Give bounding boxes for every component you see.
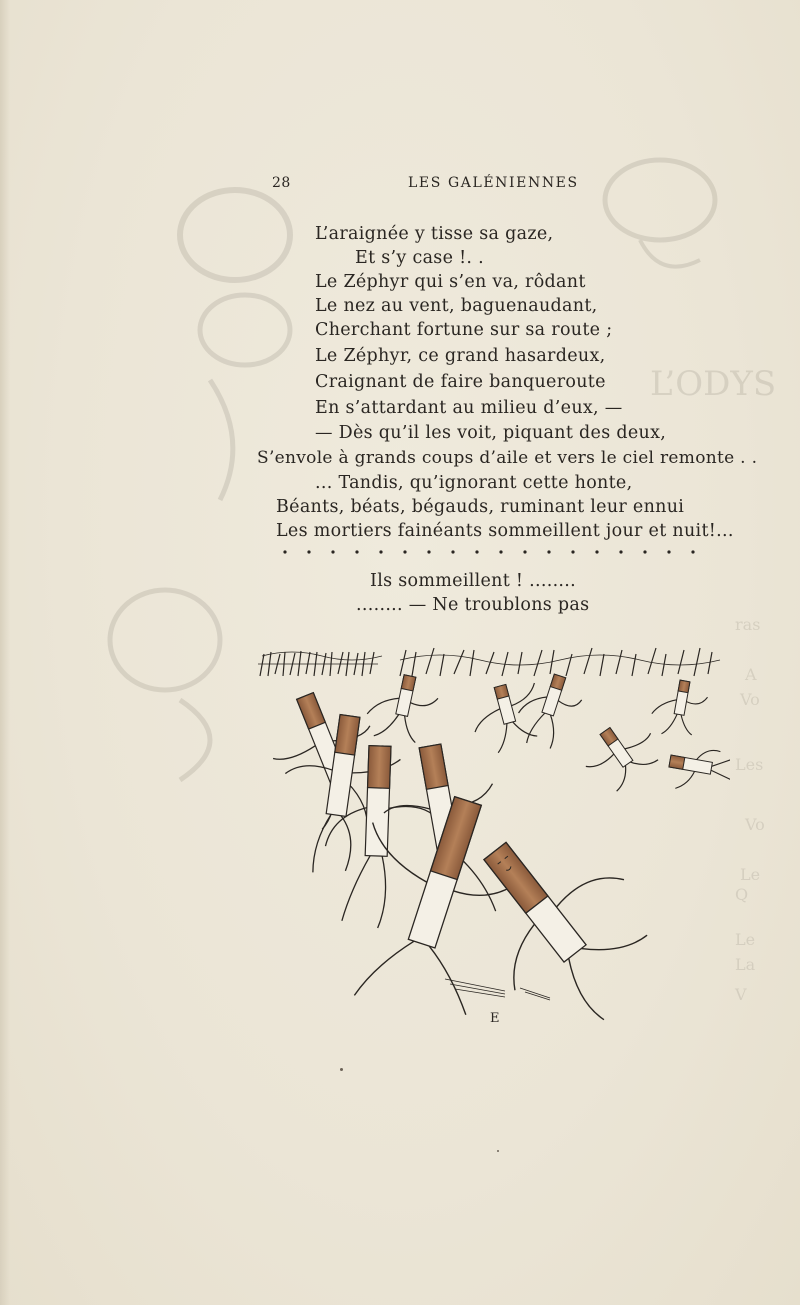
- poem-line: ........ — Ne troublons pas: [356, 595, 590, 615]
- running-title: LES GALÉNIENNES: [408, 175, 579, 191]
- poem-line: Craignant de faire banqueroute: [315, 372, 606, 392]
- lying-cigarette: [665, 743, 730, 798]
- poem-line: Et s’y case !. .: [355, 248, 485, 268]
- poem-line: Béants, béats, bégauds, ruminant leur ennui: [276, 497, 685, 517]
- poem-line: Ils sommeillent ! ........: [370, 571, 577, 591]
- svg-text:L’ODYS: L’ODYS: [650, 364, 777, 404]
- ellipsis-dot-row: [282, 548, 712, 556]
- poem-line: S’envole à grands coups d’aile et vers le ciel remonte . .: [257, 448, 758, 468]
- mid-cigarette-4: [649, 676, 710, 740]
- svg-text:ras: ras: [735, 615, 761, 634]
- stray-ink-dot: [497, 1150, 499, 1152]
- svg-text:Q: Q: [735, 885, 749, 904]
- mid-cigarette-2: [465, 677, 549, 757]
- running-head: [0, 175, 800, 197]
- svg-text:Le: Le: [735, 930, 756, 949]
- poem-line: Le Zéphyr, ce grand hasardeux,: [315, 346, 606, 366]
- svg-text:Le: Le: [740, 865, 761, 884]
- distant-crowd: [258, 648, 720, 676]
- poem-line: En s’attardant au milieu d’eux, —: [315, 398, 623, 418]
- svg-text:V: V: [735, 985, 747, 1004]
- poem-line: Le nez au vent, baguenaudant,: [315, 296, 598, 316]
- poem-line: Les mortiers fainéants sommeillent jour et nuit!...: [276, 521, 734, 541]
- page-number: 28: [272, 175, 291, 191]
- cigarette-dancer-6: [440, 799, 684, 1036]
- stray-ink-dot: [340, 1068, 343, 1071]
- poem-line: ... Tandis, qu’ignorant cette honte,: [315, 473, 633, 493]
- svg-text:Les: Les: [735, 755, 764, 774]
- artist-monogram: E: [490, 1011, 500, 1026]
- ground-hatching: [445, 979, 550, 1000]
- svg-text:La: La: [735, 955, 756, 974]
- mid-cigarette-1: [363, 669, 441, 747]
- cigarette-dance-illustration: [250, 636, 730, 1036]
- mid-cigarette-3: [511, 667, 587, 755]
- poem-line: L’araignée y tisse sa gaze,: [315, 224, 554, 244]
- svg-text:Vo: Vo: [745, 815, 765, 834]
- svg-text:Vo: Vo: [740, 690, 760, 709]
- cigarette-dancer-5: [320, 775, 538, 1033]
- fallen-cigarette: [576, 710, 667, 797]
- poem-line: — Dès qu’il les voit, piquant des deux,: [315, 423, 667, 443]
- svg-text:A: A: [745, 665, 757, 684]
- poem-line: Le Zéphyr qui s’en va, rôdant: [315, 272, 586, 292]
- poem-line: Cherchant fortune sur sa route ;: [315, 320, 613, 340]
